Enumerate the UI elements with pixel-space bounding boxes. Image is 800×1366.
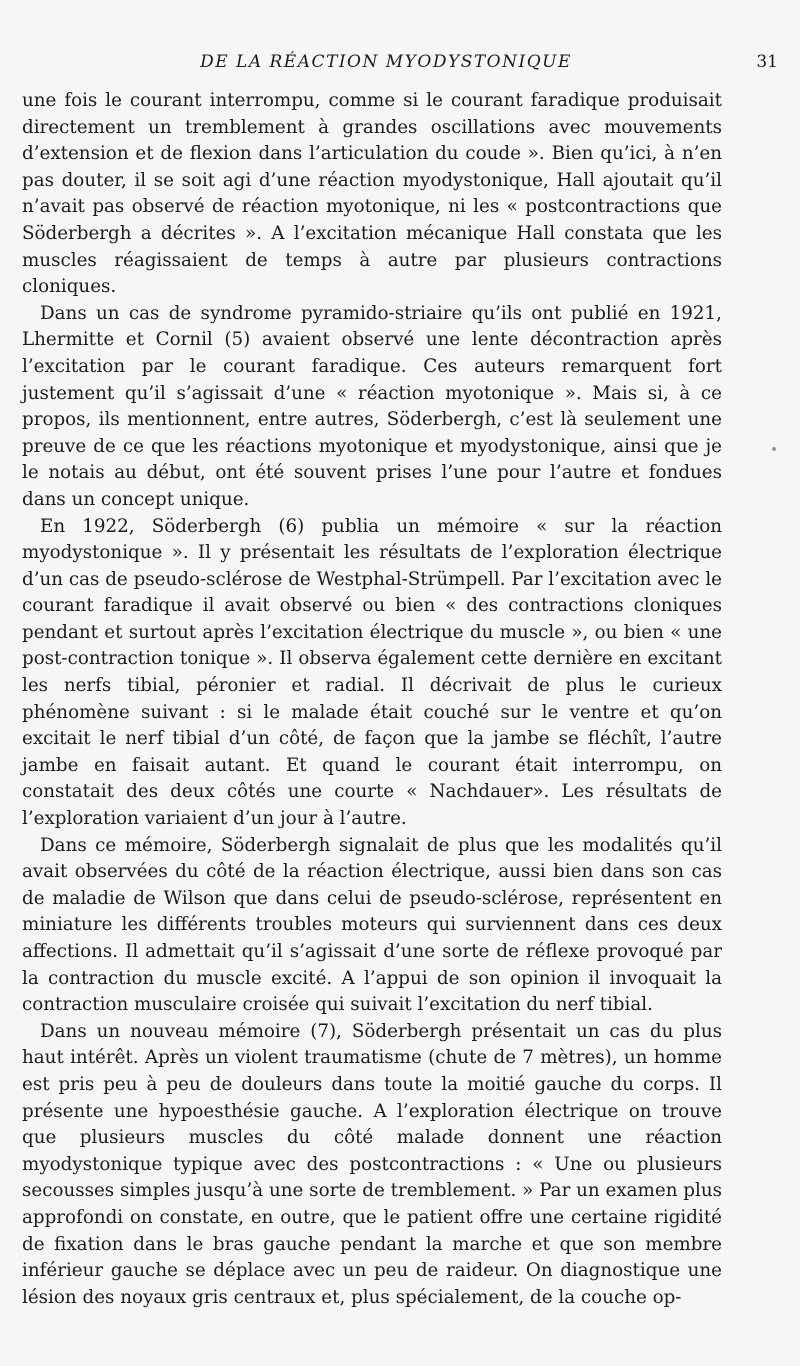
body-text: [22, 88, 722, 1311]
paragraph-5: Dans un nouveau mémoire (7), Söderbergh présentait un cas du plus haut intérêt. Après un violent traumatisme (chute de 7 mètres), un homme est pris peu à peu de douleurs dans toute la moitié gauche du corps. Il présente une hypoesthésie gauche. A l’exploration électrique on trouve que plusieurs muscles du côté malade donnent une réaction myodystonique typique avec des postcontractions : « Une ou plusieurs secousses simples jusqu’à une sorte de tremblement. » Par un examen plus approfondi on constate, en outre, que le patient offre une certaine rigidité de fixation dans le bras gauche pendant la marche et que son membre inférieur gauche se déplace avec un peu de raideur. On diagnostique une lésion des noyaux gris centraux et, plus spécialement, de la couche op-: [22, 1020, 722, 1308]
paragraph-4: Dans ce mémoire, Söderbergh signalait de plus que les modalités qu’il avait observées du côté de la réaction électrique, aussi bien dans son cas de maladie de Wilson que dans celui de pseudo-sclérose, représentent en miniature les différents troubles moteurs qui surviennent dans ces deux affections. Il admettait qu’il s’agissait d’une sorte de réflexe provoqué par la contraction du muscle excité. A l’appui de son opinion il invoquait la contraction musculaire croisée qui suivait l’excitation du nerf tibial.: [22, 834, 722, 1016]
page-number: 31: [756, 52, 778, 72]
paragraph-3: En 1922, Söderbergh (6) publia un mémoire « sur la réaction myodystonique ». Il y présentait les résultats de l’exploration électrique d’un cas de pseudo-sclérose de Westphal-Strümpell. Par l’excitation avec le courant faradique il avait observé ou bien « des contractions cloniques pendant et surtout après l’excitation électrique du muscle », ou bien « une post-contraction tonique ». Il observa également cette dernière en excitant les nerfs tibial, péronier et radial. Il décrivait de plus le curieux phénomène suivant : si le malade était couché sur le ventre et qu’on excitait le nerf tibial d’un côté, de façon que la jambe se fléchît, l’autre jambe en faisait autant. Et quand le courant était interrompu, on constatait des deux côtés une courte « Nachdauer». Les résultats de l’exploration variaient d’un jour à l’autre.: [22, 515, 722, 830]
paragraph-2: Dans un cas de syndrome pyramido-striaire qu’ils ont publié en 1921, Lhermitte et Cornil (5) avaient observé une lente décontraction après l’excitation par le courant faradique. Ces auteurs remarquent fort justement qu’il s’agissait d’une « réaction myotonique ». Mais si, à ce propos, ils mentionnent, entre autres, Söderbergh, c’est là seulement une preuve de ce que les réactions myotonique et myodystonique, ainsi que je le notais au début, ont été souvent prises l’une pour l’autre et fondues dans un concept unique.: [22, 302, 722, 510]
page-header: [22, 52, 778, 76]
running-head: DE LA RÉACTION MYODYSTONIQUE: [200, 52, 572, 72]
margin-dot: [772, 447, 776, 451]
paragraph-1: une fois le courant interrompu, comme si le courant faradique produisait directement un tremblement à grandes oscillations avec mouvements d’extension et de flexion dans l’articulation du coude ». Bien qu’ici, à n’en pas douter, il se soit agi d’une réaction myodystonique, Hall ajoutait qu’il n’avait pas observé de réaction myotonique, ni les « postcontractions que Söderbergh a décrites ». A l’excitation mécanique Hall constata que les muscles réagissaient de temps à autre par plusieurs contractions cloniques.: [22, 90, 722, 298]
